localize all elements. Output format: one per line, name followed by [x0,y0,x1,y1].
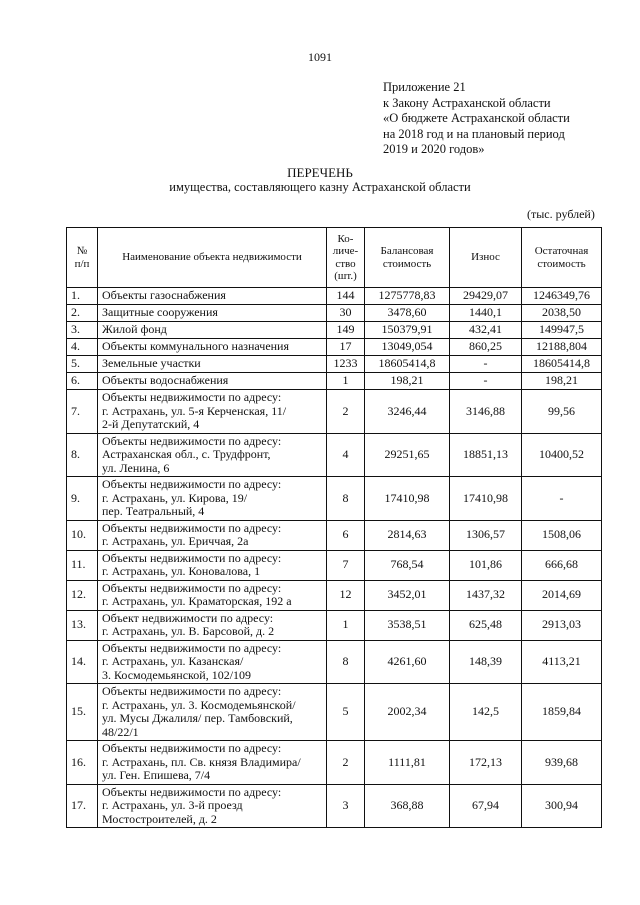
units-label: (тыс. рублей) [527,207,595,221]
row-quantity: 30 [327,305,365,322]
row-object-name-line: 3. Космодемьянской, 102/109 [102,667,252,682]
row-residual-value: 10400,52 [522,433,602,477]
row-wear-value: - [450,373,522,390]
document-title: ПЕРЕЧЕНЬ [287,165,353,180]
row-residual-value: 198,21 [522,373,602,390]
row-balance-value: 17410,98 [365,477,450,521]
row-number: 6. [67,373,98,390]
table-header-row [67,228,602,288]
row-quantity: 4 [327,433,365,477]
row-balance-value: 3538,51 [365,610,450,640]
row-number: 11. [67,550,98,580]
row-residual-value: 939,68 [522,741,602,785]
row-balance-value: 18605414,8 [365,356,450,373]
header-quantity-line: (шт.) [334,270,357,282]
row-balance-value: 4261,60 [365,640,450,684]
table-row [67,784,602,828]
row-wear-value: 29429,07 [450,288,522,305]
row-quantity: 1233 [327,356,365,373]
row-quantity: 2 [327,741,365,785]
table-row [67,520,602,550]
row-object-name-line: Объекты газоснабжения [102,288,226,303]
row-quantity: 1 [327,373,365,390]
row-wear-value: 17410,98 [450,477,522,521]
table-row [67,390,602,434]
row-object-name [98,322,327,339]
row-object-name [98,580,327,610]
appendix-block [383,80,570,158]
row-object-name [98,640,327,684]
table-row [67,339,602,356]
row-balance-value: 3246,44 [365,390,450,434]
table-row [67,741,602,785]
row-balance-value: 29251,65 [365,433,450,477]
row-number: 8. [67,433,98,477]
row-object-name [98,288,327,305]
row-object-name [98,610,327,640]
header-num-line: № [76,245,88,257]
row-quantity: 2 [327,390,365,434]
row-object-name-line: Защитные сооружения [102,305,218,320]
row-object-name-line: Объекты недвижимости по адресу: [102,741,282,755]
row-wear-value: 432,41 [450,322,522,339]
header-name: Наименование объекта недвижимости [98,228,327,288]
header-wear: Износ [450,228,522,288]
table-row [67,433,602,477]
row-wear-value: 67,94 [450,784,522,828]
row-wear-value: 148,39 [450,640,522,684]
row-object-name-line: г. Астрахань, ул. Коновалова, 1 [102,564,261,578]
row-balance-value: 1111,81 [365,741,450,785]
row-object-name [98,339,327,356]
row-residual-value: 666,68 [522,550,602,580]
table-row [67,373,602,390]
row-object-name [98,356,327,373]
row-object-name-line: г. Астрахань, пл. Св. князя Владимира/ [102,754,301,769]
row-object-name-line: Объекты водоснабжения [102,373,229,388]
row-object-name [98,477,327,521]
row-quantity: 3 [327,784,365,828]
row-object-name-line: г. Астрахань, ул. 3-й проезд [102,798,243,812]
header-quantity-line: личе- [332,245,359,257]
row-number: 17. [67,784,98,828]
appendix-line: «О бюджете Астраханской области [383,111,570,125]
row-number: 9. [67,477,98,521]
row-object-name-line: г. Астрахань, ул. В. Барсовой, д. 2 [102,624,275,638]
row-object-name [98,520,327,550]
row-object-name-line: г. Астрахань, ул. Кирова, 19/ [102,490,248,505]
row-object-name-line: Объекты недвижимости по адресу: [102,520,282,535]
row-residual-value: 149947,5 [522,322,602,339]
row-number: 1. [67,288,98,305]
row-object-name-line: г. Астрахань, ул. Казанская/ [102,654,244,668]
row-number: 3. [67,322,98,339]
row-object-name-line: Астраханская обл., с. Трудфронт, [102,447,271,461]
header-num-line: п/п [74,257,90,270]
row-object-name-line: г. Астрахань, ул. 3. Космодемьянской/ [102,697,296,712]
row-object-name-line: Объекты коммунального назначения [102,339,290,354]
row-object-name-line: ул. Ген. Епишева, 7/4 [102,768,211,782]
row-balance-value: 198,21 [365,373,450,390]
row-residual-value: 1859,84 [522,684,602,741]
row-wear-value: 1437,32 [450,580,522,610]
appendix-line: Приложение 21 [383,80,466,94]
row-balance-value: 2002,34 [365,684,450,741]
table-row [67,684,602,741]
row-balance-value: 1275778,83 [365,288,450,305]
header-residual [522,228,602,288]
header-quantity-line: ство [335,257,356,270]
row-number: 15. [67,684,98,741]
table-row [67,305,602,322]
row-object-name-line: Объекты недвижимости по адресу: [102,550,282,565]
row-residual-value: - [522,477,602,521]
row-object-name-line: Объекты недвижимости по адресу: [102,390,282,404]
row-number: 4. [67,339,98,356]
row-wear-value: 101,86 [450,550,522,580]
row-object-name-line: 48/22/1 [102,724,139,739]
row-object-name-line: пер. Театральный, 4 [102,504,205,518]
row-object-name-line: Жилой фонд [102,322,167,337]
appendix-line: на 2018 год и на плановый период [383,126,565,141]
row-quantity: 1 [327,610,365,640]
header-residual-line: стоимость [537,257,586,270]
row-object-name-line: г. Астрахань, ул. 5-я Керченская, 11/ [102,403,287,418]
document-subtitle: имущества, составляющего казну Астраханской области [169,180,471,194]
row-quantity: 8 [327,640,365,684]
row-wear-value: 18851,13 [450,433,522,477]
row-balance-value: 150379,91 [365,322,450,339]
row-balance-value: 3452,01 [365,580,450,610]
row-wear-value: - [450,356,522,373]
row-balance-value: 3478,60 [365,305,450,322]
row-object-name-line: г. Астрахань, ул. Краматорская, 192 а [102,594,292,608]
header-balance [365,228,450,288]
row-object-name [98,684,327,741]
row-object-name [98,373,327,390]
row-object-name [98,784,327,828]
row-balance-value: 368,88 [365,784,450,828]
row-number: 5. [67,356,98,373]
row-object-name [98,390,327,434]
appendix-line: 2019 и 2020 годов» [383,142,485,156]
page-number: 1091 [308,50,332,64]
row-balance-value: 13049,054 [365,339,450,356]
row-object-name-line: Мостостроителей, д. 2 [102,811,217,826]
row-balance-value: 2814,63 [365,520,450,550]
table-row [67,580,602,610]
row-quantity: 5 [327,684,365,741]
row-residual-value: 2038,50 [522,305,602,322]
row-quantity: 149 [327,322,365,339]
row-balance-value: 768,54 [365,550,450,580]
table-row [67,640,602,684]
row-quantity: 144 [327,288,365,305]
row-wear-value: 142,5 [450,684,522,741]
table-row [67,550,602,580]
table-row [67,322,602,339]
header-balance-line: Балансовая [380,245,434,257]
header-residual-line: Остаточная [534,245,589,257]
row-object-name [98,741,327,785]
row-number: 10. [67,520,98,550]
row-wear-value: 1440,1 [450,305,522,322]
row-object-name-line: Земельные участки [102,356,201,371]
row-wear-value: 3146,88 [450,390,522,434]
row-residual-value: 300,94 [522,784,602,828]
row-residual-value: 18605414,8 [522,356,602,373]
row-number: 13. [67,610,98,640]
row-object-name-line: Объекты недвижимости по адресу: [102,580,282,595]
row-object-name-line: ул. Мусы Джалиля/ пер. Тамбовский, [102,711,293,725]
row-wear-value: 172,13 [450,741,522,785]
row-residual-value: 1508,06 [522,520,602,550]
row-object-name [98,305,327,322]
row-object-name-line: г. Астрахань, ул. Ериччая, 2а [102,534,249,548]
row-residual-value: 12188,804 [522,339,602,356]
table-body [67,288,602,828]
row-object-name-line: Объекты недвижимости по адресу: [102,684,282,698]
property-register-table [66,227,602,828]
row-residual-value: 2014,69 [522,580,602,610]
table-row [67,477,602,521]
row-quantity: 7 [327,550,365,580]
row-object-name-line: 2-й Депутатский, 4 [102,417,200,431]
row-quantity: 17 [327,339,365,356]
row-object-name-line: Объекты недвижимости по адресу: [102,477,282,491]
row-object-name [98,433,327,477]
row-number: 14. [67,640,98,684]
header-quantity-line: Ко- [337,232,354,245]
row-wear-value: 1306,57 [450,520,522,550]
row-quantity: 6 [327,520,365,550]
header-num [67,228,98,288]
header-balance-line: стоимость [382,257,432,270]
row-quantity: 12 [327,580,365,610]
row-object-name-line: Объекты недвижимости по адресу: [102,640,282,655]
row-object-name-line: Объекты недвижимости по адресу: [102,784,282,799]
row-quantity: 8 [327,477,365,521]
table-row [67,288,602,305]
table-row [67,610,602,640]
row-wear-value: 860,25 [450,339,522,356]
row-residual-value: 2913,03 [522,610,602,640]
row-number: 2. [67,305,98,322]
row-residual-value: 1246349,76 [522,288,602,305]
row-object-name-line: Объекты недвижимости по адресу: [102,433,282,448]
row-object-name-line: Объект недвижимости по адресу: [102,610,274,625]
row-residual-value: 99,56 [522,390,602,434]
row-number: 16. [67,741,98,785]
row-object-name-line: ул. Ленина, 6 [102,460,170,475]
row-number: 12. [67,580,98,610]
row-residual-value: 4113,21 [522,640,602,684]
appendix-line: к Закону Астраханской области [383,95,551,110]
header-quantity [327,228,365,288]
row-wear-value: 625,48 [450,610,522,640]
row-object-name [98,550,327,580]
table-row [67,356,602,373]
row-number: 7. [67,390,98,434]
